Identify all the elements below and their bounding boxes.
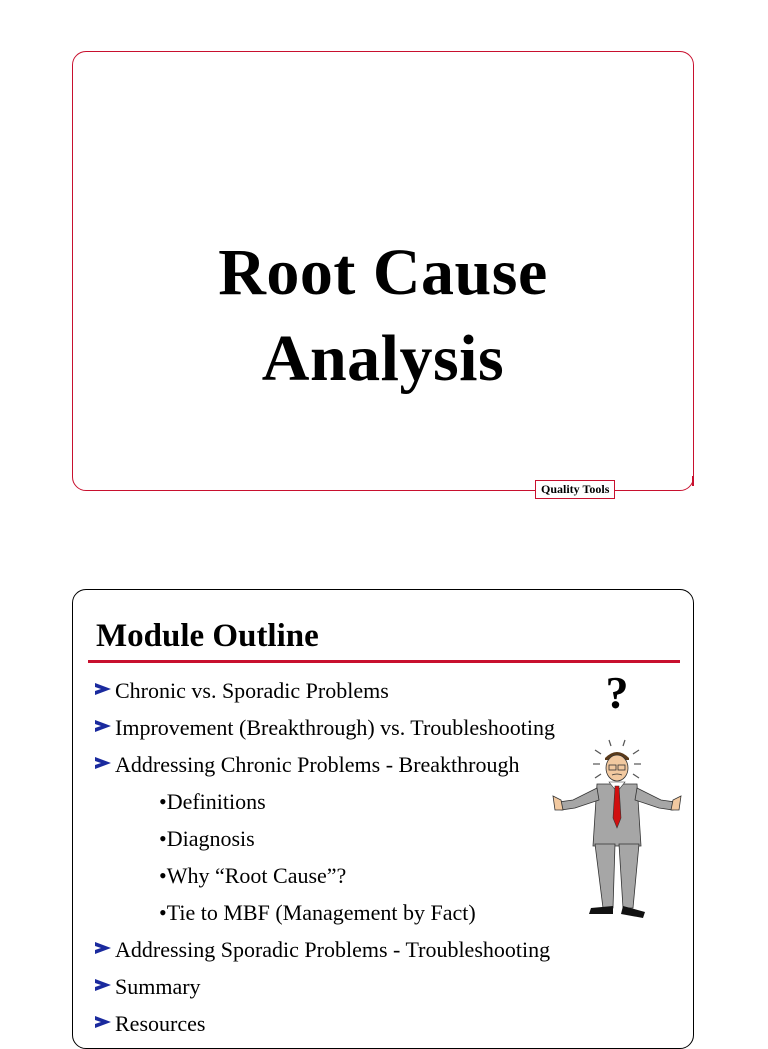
outline-subitem: [95, 857, 555, 894]
arrow-bullet-icon: [95, 942, 111, 954]
outline-subitem: [95, 894, 555, 931]
tag-tick: [692, 476, 694, 486]
outline-item-text: Addressing Sporadic Problems - Troubleshooting: [115, 937, 551, 962]
outline-list: [95, 672, 555, 1042]
outline-item: [95, 931, 555, 968]
outline-subitem: [95, 820, 555, 857]
outline-item-text: •Definitions: [159, 789, 266, 814]
arrow-bullet-icon: [95, 720, 111, 732]
title-slide: [72, 51, 694, 496]
outline-title: Module Outline: [96, 618, 319, 654]
title-underline: [88, 660, 680, 663]
man-figure: [553, 752, 681, 918]
arrow-bullet-icon: [95, 683, 111, 695]
outline-item-text: •Why “Root Cause”?: [159, 863, 347, 888]
arrow-bullet-icon: [95, 979, 111, 991]
outline-item-text: Summary: [115, 974, 201, 999]
outline-item-text: Resources: [115, 1011, 206, 1036]
outline-item-text: Addressing Chronic Problems - Breakthrough: [115, 752, 520, 777]
outline-item-text: •Diagnosis: [159, 826, 255, 851]
outline-item: [95, 672, 555, 709]
outline-item: [95, 746, 555, 783]
outline-item: [95, 709, 555, 746]
slide-title: [73, 230, 693, 402]
quality-tools-tag: Quality Tools: [535, 480, 615, 499]
arrow-bullet-icon: [95, 757, 111, 769]
outline-slide: [72, 589, 694, 1049]
arrow-bullet-icon: [95, 1016, 111, 1028]
outline-item-text: Improvement (Breakthrough) vs. Troubleshooting: [115, 715, 555, 740]
question-mark: ?: [605, 668, 629, 718]
outline-item-text: Chronic vs. Sporadic Problems: [115, 678, 389, 703]
confused-man-illustration: [551, 668, 691, 938]
outline-item: [95, 968, 555, 1005]
outline-item-text: •Tie to MBF (Management by Fact): [159, 900, 476, 925]
slide-title-line-2: Analysis: [261, 322, 505, 395]
slide-title-line-1: Root Cause: [218, 236, 548, 309]
outline-subitem: [95, 783, 555, 820]
